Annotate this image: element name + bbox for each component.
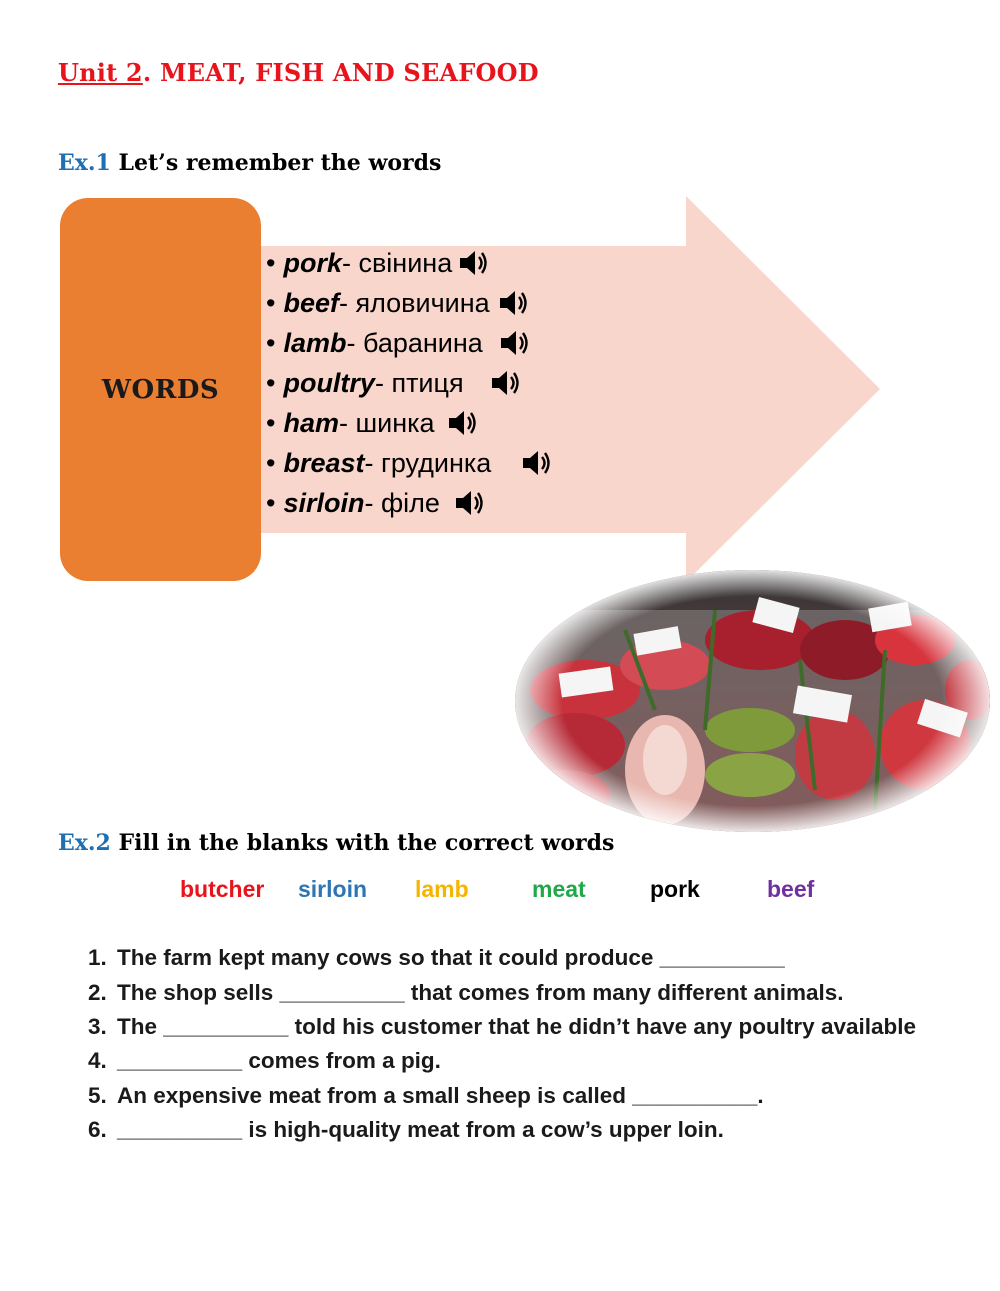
- words-box-label: WORDS: [101, 374, 220, 405]
- bullet: •: [266, 487, 276, 518]
- words-box: [60, 198, 261, 581]
- exercise1-instruction: Let’s remember the words: [118, 150, 442, 176]
- bullet: •: [266, 407, 276, 438]
- bullet: •: [266, 287, 276, 318]
- vocabulary-item-breast: [266, 443, 553, 483]
- sentence-list: [88, 941, 916, 1147]
- sentence-text[interactable]: The shop sells __________ that comes from many different animals.: [117, 979, 844, 1005]
- word-bank-item-beef[interactable]: beef: [767, 876, 815, 902]
- vocabulary-translation: - яловичина: [338, 287, 490, 318]
- vocabulary-word: breast: [283, 447, 365, 478]
- vocabulary-item-beef: [266, 283, 553, 323]
- vocabulary-item-pork: [266, 243, 553, 283]
- sentence-text[interactable]: __________ is high-quality meat from a cow’s upper loin.: [117, 1117, 724, 1143]
- exercise1-number: Ex.1: [58, 150, 111, 176]
- vocabulary-item-poultry: [266, 363, 553, 403]
- sentence-number: 6.: [88, 1117, 107, 1143]
- speaker-icon[interactable]: [452, 486, 486, 520]
- sentence-number: 1.: [88, 945, 107, 971]
- vocabulary-translation: - грудинка: [364, 447, 492, 478]
- word-bank-item-lamb[interactable]: lamb: [415, 876, 469, 902]
- unit-label: Unit 2: [58, 58, 143, 87]
- vocabulary-item-sirloin: [266, 483, 553, 523]
- vocabulary-word: ham: [283, 407, 339, 438]
- word-bank-item-pork[interactable]: pork: [650, 876, 700, 902]
- sentence-item: [88, 941, 916, 975]
- bullet: •: [266, 447, 276, 478]
- sentence-number: 5.: [88, 1082, 107, 1108]
- vocabulary-translation: - філе: [364, 487, 440, 518]
- bullet: •: [266, 367, 276, 398]
- sentence-text[interactable]: __________ comes from a pig.: [117, 1048, 441, 1074]
- speaker-icon[interactable]: [519, 446, 553, 480]
- speaker-icon[interactable]: [496, 286, 530, 320]
- vocabulary-translation: - птиця: [374, 367, 464, 398]
- bullet: •: [266, 327, 276, 358]
- sentence-item: [88, 1044, 916, 1078]
- vocabulary-word: sirloin: [283, 487, 365, 518]
- vocabulary-item-ham: [266, 403, 553, 443]
- sentence-item: [88, 1079, 916, 1113]
- sentence-text[interactable]: The __________ told his customer that he didn’t have any poultry available: [117, 1013, 917, 1039]
- word-bank-item-sirloin[interactable]: sirloin: [298, 876, 368, 902]
- exercise2-heading: [58, 830, 614, 856]
- vocabulary-item-lamb: [266, 323, 553, 363]
- vocabulary-translation: - шинка: [338, 407, 435, 438]
- vocabulary-word: lamb: [283, 327, 347, 358]
- vocabulary-translation: - свінина: [341, 247, 453, 278]
- speaker-icon[interactable]: [497, 326, 531, 360]
- sentence-item: [88, 1113, 916, 1147]
- exercise2-number: Ex.2: [58, 830, 111, 856]
- sentence-item: [88, 1010, 916, 1044]
- sentence-number: 4.: [88, 1048, 107, 1074]
- sentence-number: 3.: [88, 1013, 107, 1039]
- vocabulary-word: pork: [283, 247, 342, 278]
- unit-topic: . MEAT, FISH AND SEAFOOD: [142, 58, 539, 87]
- vocabulary-word: poultry: [283, 367, 375, 398]
- speaker-icon[interactable]: [445, 406, 479, 440]
- exercise2-instruction: Fill in the blanks with the correct words: [118, 830, 615, 856]
- sentence-text[interactable]: The farm kept many cows so that it could produce __________: [117, 945, 785, 971]
- sentence-number: 2.: [88, 979, 107, 1005]
- meat-counter-photo: [515, 570, 990, 832]
- speaker-icon[interactable]: [456, 246, 490, 280]
- word-bank: [0, 876, 1000, 908]
- word-bank-item-meat[interactable]: meat: [532, 876, 586, 902]
- vocabulary-word: beef: [283, 287, 339, 318]
- bullet: •: [266, 247, 276, 278]
- sentence-item: [88, 975, 916, 1009]
- speaker-icon[interactable]: [488, 366, 522, 400]
- vocabulary-translation: - баранина: [346, 327, 483, 358]
- vocabulary-list: [266, 243, 553, 523]
- word-bank-item-butcher[interactable]: butcher: [180, 876, 265, 902]
- sentence-text[interactable]: An expensive meat from a small sheep is called __________.: [117, 1082, 764, 1108]
